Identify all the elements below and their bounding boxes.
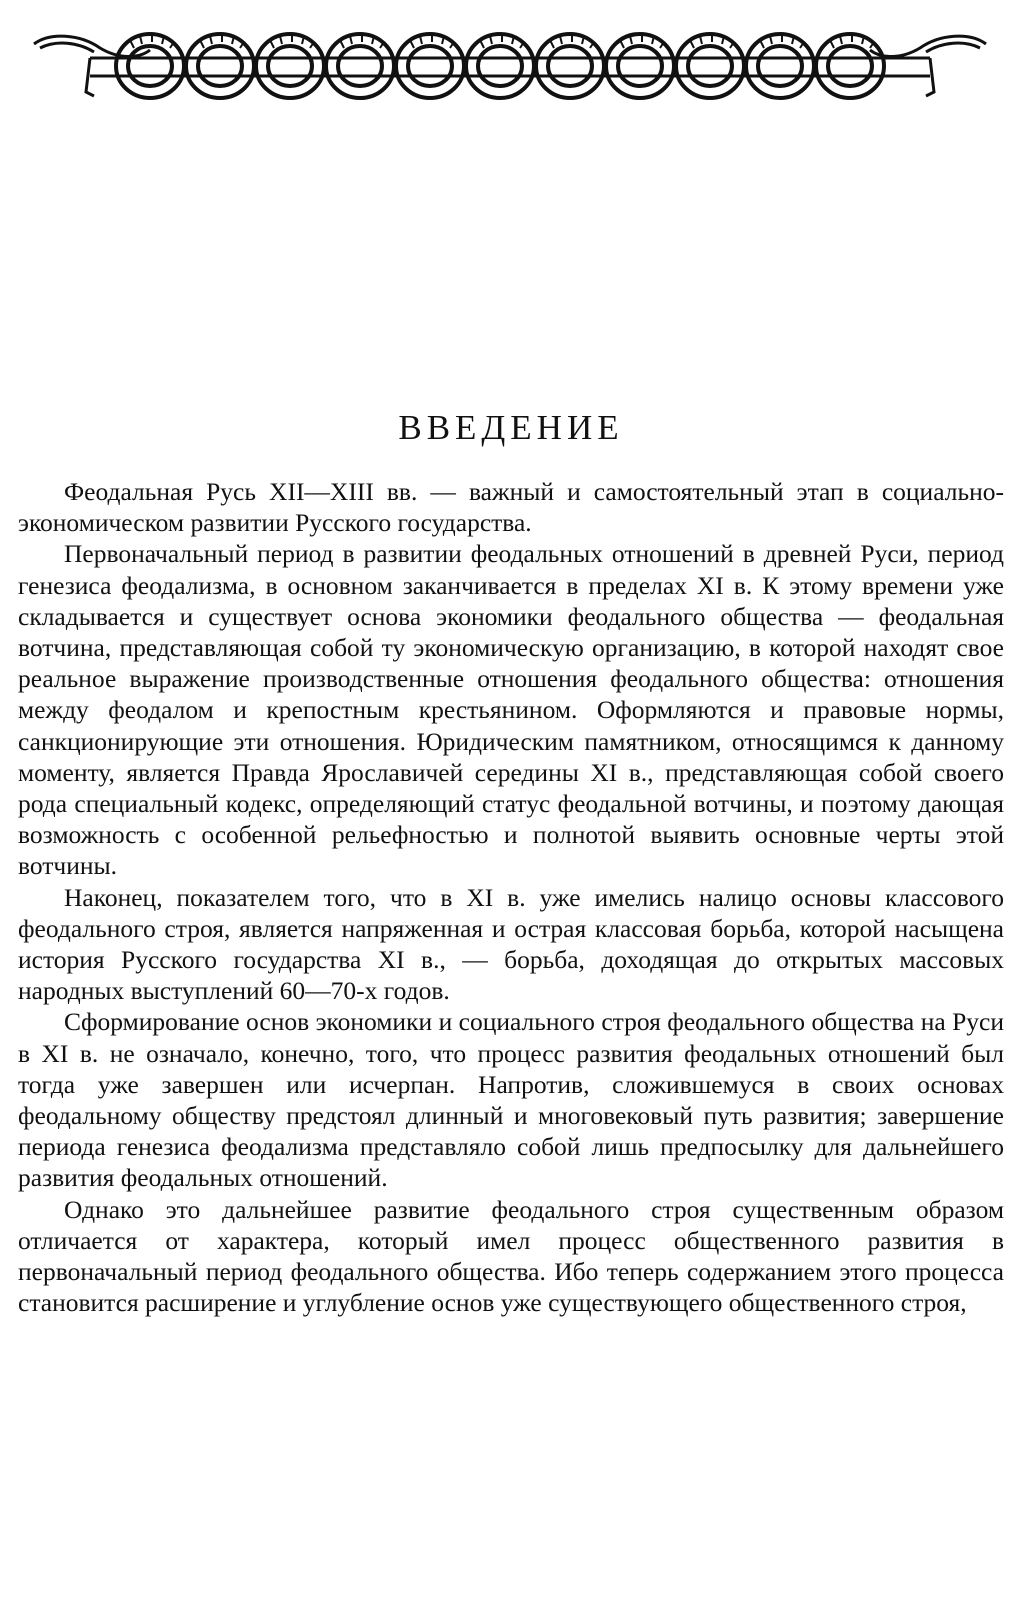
page-title: ВВЕДЕНИЕ [398, 408, 624, 447]
paragraph-3: Наконец, показателем того, что в XI в. уже имелись налицо основы классового феодального строя, является напряженная и острая классовая борьба, которой насыщена история Русского государства XI в., — борьба, доходящая до открытых массовых народных выступлений 60—70-х годов. [18, 882, 1004, 1006]
paragraph-2: Первоначальный период в развитии феодальных отношений в древней Руси, период генезиса феодализма, в основном заканчивается в пределах XI в. К этому времени уже складывается и существует основа экономики феодального общества — феодальная вотчина, представляющая собой ту экономическую организацию, в которой находят свое реальное выражение производственные отношения феодального общества: отношения между феодалом и крепостным крестьянином. Оформляются и правовые нормы, санкционирующие эти отношения. Юридическим памятником, относящимся к данному моменту, является Правда Ярославичей середины XI в., представляющая собой своего рода специальный кодекс, определяющий статус феодальной вотчины, и поэтому дающая возможность с особенной рельефностью и полнотой выявить основные черты этой вотчины. [18, 539, 1004, 881]
chain-ornament-icon [30, 14, 990, 110]
paragraph-1: Феодальная Русь XII—XIII вв. — важный и самостоятельный этап в социально-экономическом развитии Русского государства. [18, 477, 1004, 538]
paragraph-4: Сформирование основ экономики и социального строя феодального общества на Руси в XI в. не означало, конечно, того, что процесс развития феодальных отношений был тогда уже завершен или исчерпан. Напротив, сложившемуся в своих основах феодальному обществу предстоял длинный и многовековый путь развития; завершение периода генезиса феодализма представляло собой лишь предпосылку для дальнейшего развития феодальных отношений. [18, 1007, 1004, 1193]
body-text [18, 476, 1004, 1318]
paragraph-5: Однако это дальнейшее развитие феодального строя существенным образом отличается от характера, который имел процесс общественного развития в первоначальный период феодального общества. Ибо теперь содержанием этого процесса становится расширение и углубление основ уже существующего общественного строя, [18, 1194, 1004, 1318]
